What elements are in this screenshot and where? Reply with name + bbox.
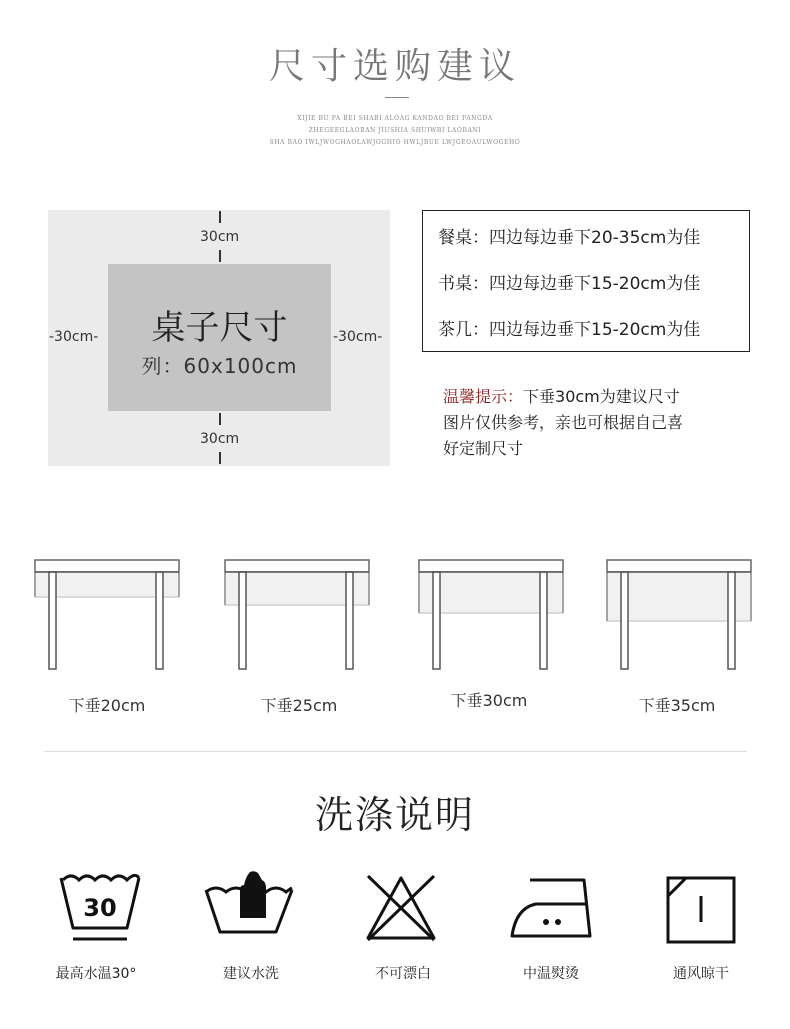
- subtitle-line-1: XIJIE BU PA BEI SHABI ALOAG KANDAO BEI FANGDA: [297, 115, 493, 122]
- page-title: 尺寸选购建议: [268, 46, 521, 87]
- left-dimension: -30cm-: [49, 329, 99, 345]
- care-label-iron: 中温熨烫: [523, 966, 579, 982]
- top-dimension: 30cm: [200, 229, 240, 245]
- bottom-dimension: 30cm: [200, 431, 240, 447]
- hand-wash-icon: [204, 868, 294, 948]
- line-dry-icon: [656, 868, 746, 948]
- wash-title: 洗涤说明: [314, 793, 475, 837]
- subtitle-line-3: SHA BAO IWLJWOGHAOLAWJOGHIO HWLJBUE LWJGEOAULWOGEHO: [269, 139, 521, 146]
- guideline-desk: 书桌：四边每边垂下15-20cm为佳: [438, 274, 701, 294]
- iron-medium-icon: [506, 868, 596, 948]
- guideline-dining-table: 餐桌：四边每边垂下20-35cm为佳: [438, 228, 701, 248]
- drop-35-label: 下垂35cm: [638, 696, 716, 715]
- care-label-hand-wash: 建议水洗: [223, 966, 279, 982]
- wash-temperature: 30: [83, 894, 117, 922]
- table-drop-30-illustration: [416, 555, 566, 675]
- care-label-no-bleach: 不可漂白: [375, 966, 431, 982]
- top-tick: [219, 211, 221, 223]
- drop-30-label: 下垂30cm: [450, 691, 528, 710]
- title-divider: [385, 97, 409, 98]
- tip-line-1: [443, 384, 680, 410]
- table-drop-25-illustration: [222, 555, 372, 675]
- table-drop-20-illustration: [32, 555, 182, 675]
- wash-30-icon: [55, 868, 145, 948]
- no-bleach-icon: [356, 868, 446, 948]
- tip-line-2: 图片仅供参考，亲也可根据自己喜: [443, 413, 684, 432]
- drop-20-label: 下垂20cm: [68, 696, 146, 715]
- care-label-max-temp: 最高水温30°: [55, 966, 137, 982]
- table-size-title: 桌子尺寸: [151, 308, 288, 348]
- tip-label: 温馨提示：: [443, 387, 524, 406]
- bottom-tick-upper: [219, 413, 221, 425]
- table-drop-35-illustration: [604, 555, 754, 675]
- tip-text-1: 下垂30cm为建议尺寸: [523, 387, 680, 406]
- top-tick-lower: [219, 250, 221, 262]
- guideline-coffee-table: 茶几：四边每边垂下15-20cm为佳: [438, 320, 701, 340]
- drop-25-label: 下垂25cm: [260, 696, 338, 715]
- table-size-example: 列：60x100cm: [141, 354, 298, 378]
- right-dimension: -30cm-: [333, 329, 383, 345]
- care-label-line-dry: 通风晾干: [673, 966, 729, 982]
- tip-line-3: 好定制尺寸: [443, 439, 524, 458]
- subtitle-line-2: ZHEGEEGLAOBAN JIUSHIA SHUIWBI LAOBANI: [308, 127, 482, 134]
- bottom-tick: [219, 452, 221, 464]
- section-divider: [44, 751, 747, 752]
